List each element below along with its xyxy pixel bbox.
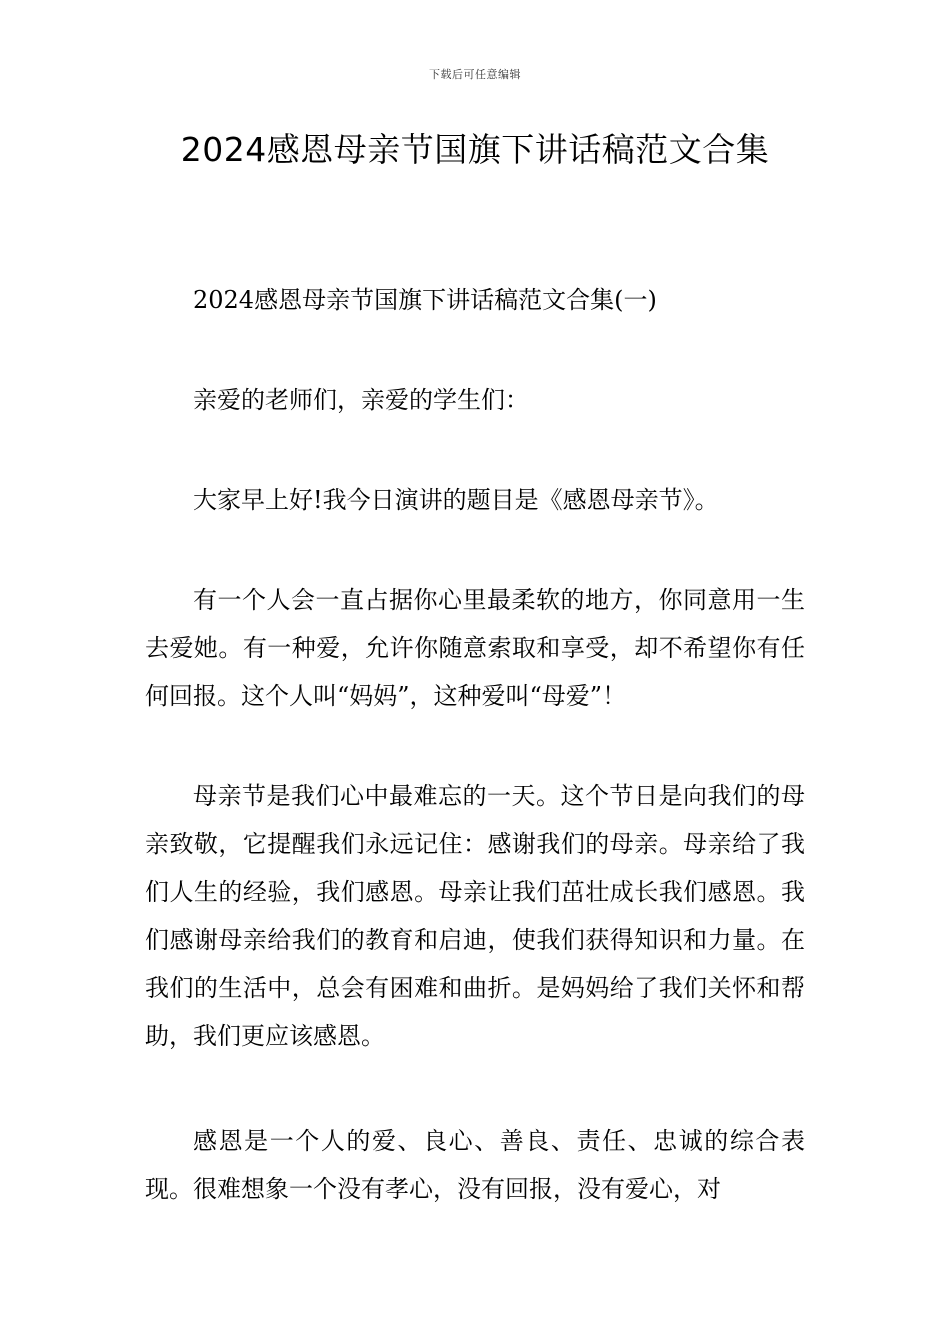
document-title: 2024感恩母亲节国旗下讲话稿范文合集 (180, 130, 770, 169)
paragraph-body-3: 感恩是一个人的爱、良心、善良、责任、忠诚的综合表现。很难想象一个没有孝心，没有回报，没有爱心，对 (145, 1127, 805, 1203)
paragraph-body-1: 有一个人会一直占据你心里最柔软的地方，你同意用一生去爱她。有一种爱，允许你随意索取和享受，却不希望你有任何回报。这个人叫“妈妈”，这种爱叫“母爱”！ (145, 586, 805, 710)
header-note: 下载后可任意编辑 (429, 68, 521, 81)
paragraph-greeting: 大家早上好!我今日演讲的题目是《感恩母亲节》。 (193, 486, 719, 514)
paragraph-subtitle: 2024感恩母亲节国旗下讲话稿范文合集(一) (193, 286, 657, 314)
paragraph-salutation: 亲爱的老师们，亲爱的学生们： (193, 386, 529, 414)
paragraph-body-2: 母亲节是我们心中最难忘的一天。这个节日是向我们的母亲致敬，它提醒我们永远记住：感谢我们的母亲。母亲给了我们人生的经验，我们感恩。母亲让我们茁壮成长我们感恩。我们感谢母亲给我们的教育和启迪，使我们获得知识和力量。在我们的生活中，总会有困难和曲折。是妈妈给了我们关怀和帮助，我们更应该感恩。 (145, 782, 805, 1050)
